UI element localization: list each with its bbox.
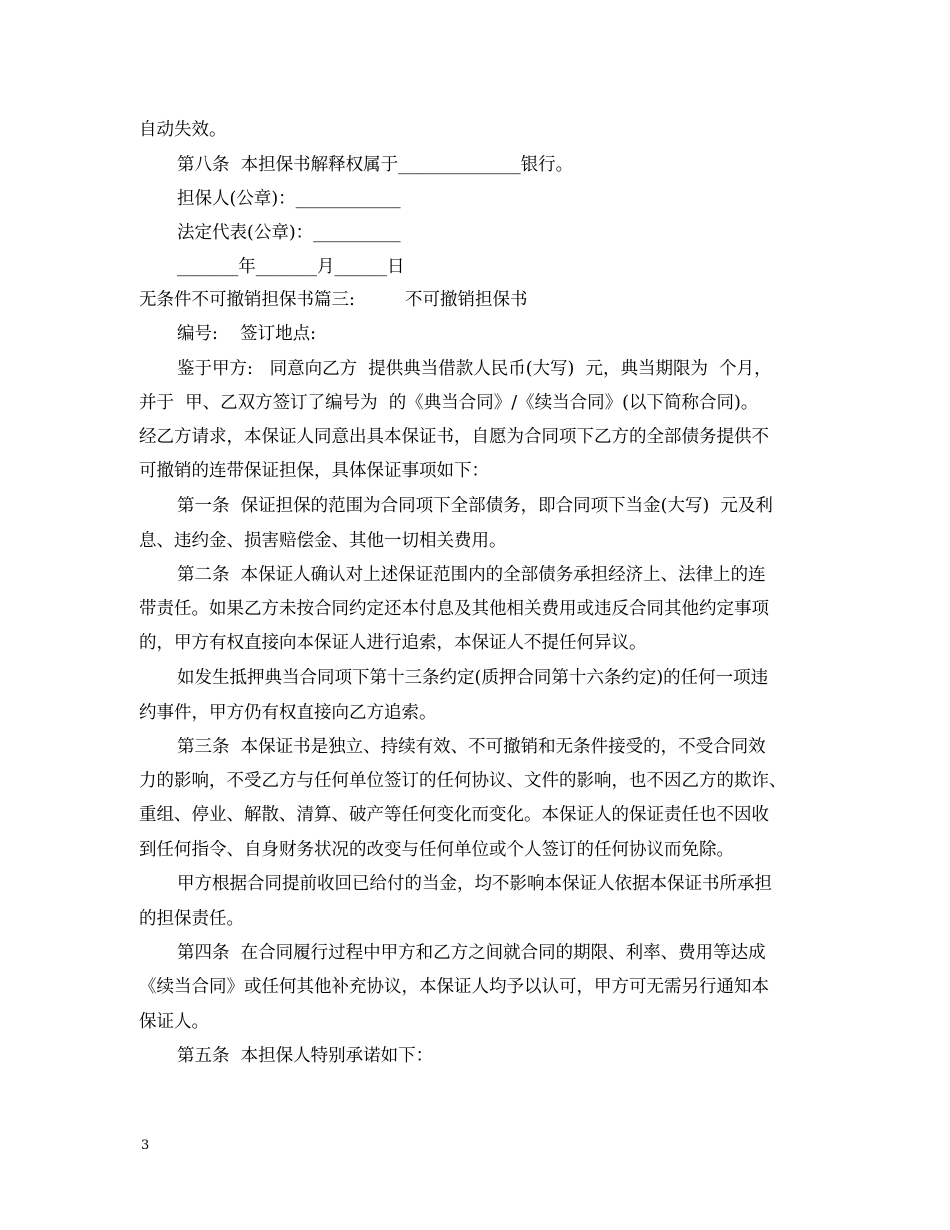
text-line: 到任何指令、自身财务状况的改变与任何单位或个人签订的任何协议而免除。 [139, 840, 734, 860]
text-line: 力的影响，不受乙方与任何单位签订的任何协议、文件的影响，也不因乙方的欺诈、 [139, 771, 787, 791]
text-line: 法定代表(公章)：__________ [177, 223, 401, 243]
text-line: 保证人。 [139, 1012, 209, 1032]
section-heading: 无条件不可撤销担保书篇三: 不可撤销担保书 [139, 290, 528, 310]
page-number: 3 [141, 1138, 150, 1153]
text-line: 担保人(公章)：____________ [177, 189, 401, 209]
text-line: _______年_______月______日 [177, 257, 405, 277]
text-line: 经乙方请求，本保证人同意出具本保证书，自愿为合同项下乙方的全部债务提供不 [139, 427, 769, 447]
text-line: 息、违约金、损害赔偿金、其他一切相关费用。 [139, 531, 507, 551]
text-line: 《续当合同》或任何其他补充协议，本保证人均予以认可，甲方可无需另行通知本 [139, 977, 769, 997]
text-line: 第一条 保证担保的范围为合同项下全部债务，即合同项下当金(大写) 元及利 [177, 496, 773, 516]
text-line: 第五条 本担保人特别承诺如下： [177, 1046, 434, 1066]
text-line: 可撤销的连带保证担保，具体保证事项如下： [139, 461, 489, 481]
text-line: 如发生抵押典当合同项下第十三条约定(质押合同第十六条约定)的任何一项违 [177, 668, 769, 688]
text-line: 并于 甲、乙双方签订了编号为 的《典当合同》/《续当合同》(以下简称合同)。 [139, 393, 759, 413]
text-line: 约事件，甲方仍有权直接向乙方追索。 [139, 703, 437, 723]
text-line: 重组、停业、解散、清算、破产等任何变化而变化。本保证人的保证责任也不因收 [139, 805, 769, 825]
text-line: 带责任。如果乙方未按合同约定还本付息及其他相关费用或违反合同其他约定事项 [139, 599, 769, 619]
text-line: 编号: 签订地点: [177, 324, 317, 344]
text-line: 的，甲方有权直接向本保证人进行追索，本保证人不提任何异议。 [139, 633, 647, 653]
text-line: 第三条 本保证书是独立、持续有效、不可撤销和无条件接受的，不受合同效 [177, 737, 766, 757]
text-line: 自动失效。 [139, 120, 227, 140]
text-line: 第四条 在合同履行过程中甲方和乙方之间就合同的期限、利率、费用等达成 [177, 943, 766, 963]
text-line: 甲方根据合同提前收回已给付的当金，均不影响本保证人依据本保证书所承担 [177, 874, 772, 894]
text-line: 第八条 本担保书解释权属于______________银行。 [177, 155, 574, 175]
text-line: 鉴于甲方: 同意向乙方 提供典当借款人民币(大写) 元，典当期限为 个月， [177, 359, 772, 379]
text-line: 第二条 本保证人确认对上述保证范围内的全部债务承担经济上、法律上的连 [177, 565, 766, 585]
text-line: 的担保责任。 [139, 909, 244, 929]
